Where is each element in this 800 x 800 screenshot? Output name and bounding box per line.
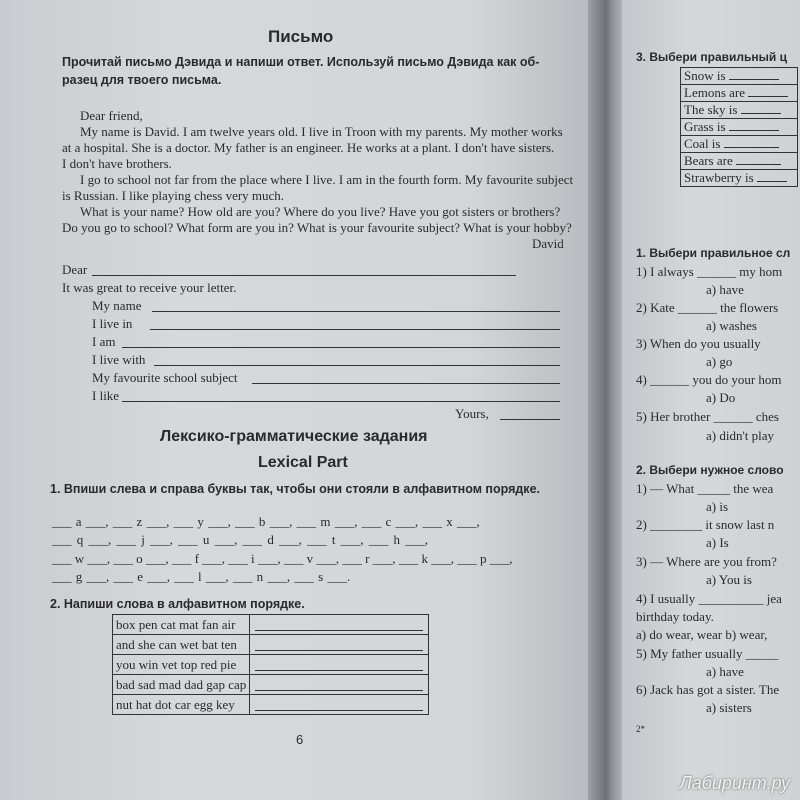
answer-cell[interactable]: [250, 635, 429, 655]
table-row: [681, 85, 798, 102]
word-cell: and she can wet bat ten: [113, 635, 250, 655]
table-row: [681, 68, 798, 85]
answer-option[interactable]: a) washes: [706, 318, 757, 333]
closing-yours: Yours,: [455, 406, 489, 421]
answer-option[interactable]: a) have: [706, 282, 744, 297]
question-line: 1) — What _____ the wea: [636, 481, 774, 496]
letter-item: j: [141, 532, 145, 547]
dear-prompt: Dear: [62, 262, 88, 277]
question-line: 4) I usually __________ jea: [636, 591, 782, 606]
table-row: [681, 102, 798, 119]
page-number: 6: [296, 732, 304, 747]
prompt-i-like: I like: [92, 388, 120, 403]
letter-line: is Russian. I like playing chess very much.: [62, 188, 285, 203]
answer-line[interactable]: [154, 365, 560, 366]
fill-cell[interactable]: Grass is: [681, 119, 798, 136]
letter-item: d: [267, 532, 274, 547]
table-row: [113, 615, 429, 635]
right-task1-heading: 1. Выбери правильное сл: [636, 246, 791, 260]
letter-item: q: [76, 532, 84, 547]
dear-answer-line[interactable]: [92, 275, 516, 276]
letter-item: z: [136, 514, 143, 529]
question-line: birthday today.: [636, 609, 714, 624]
alphabet-row-2[interactable]: ___ q ___, ___ j ___, ___ u ___, ___ d ___, ___ t ___, ___ h ___,: [52, 532, 428, 547]
word-cell: nut hat dot car egg key: [113, 695, 250, 715]
letter-line: I go to school not far from the place where I live. I am in the fourth form. My favourite subject: [80, 172, 574, 187]
letter-item: o: [136, 551, 143, 566]
question-line: 6) Jack has got a sister. The: [636, 682, 780, 697]
closing-answer-line[interactable]: [500, 419, 560, 420]
letter-line: Do you go to school? What form are you in? What is your favourite subject? What is your hobby?: [62, 220, 572, 235]
question-line: 5) My father usually _____: [636, 646, 779, 661]
question-line: 4) ______ you do your hom: [636, 372, 782, 387]
letter-item: c: [385, 514, 392, 529]
question-line: 3) When do you usually: [636, 336, 761, 351]
letter-item: x: [446, 514, 453, 529]
answer-line[interactable]: [152, 311, 560, 312]
letter-item: m: [320, 514, 331, 529]
word-cell: box pen cat mat fan air: [113, 615, 250, 635]
answer-cell[interactable]: [250, 675, 429, 695]
letter-item: y: [197, 514, 204, 529]
right-task3-heading: 3. Выбери правильный ц: [636, 50, 787, 64]
table-row: [113, 655, 429, 675]
question-line: a) do wear, wear b) wear,: [636, 627, 768, 642]
instruction-line-2: разец для твоего письма.: [62, 73, 222, 87]
letter-item: k: [421, 551, 428, 566]
task1-instruction: 1. Впиши слева и справа буквы так, чтобы они стояли в алфавитном порядке.: [50, 482, 540, 496]
letter-item: h: [393, 532, 400, 547]
answer-option[interactable]: a) go: [706, 354, 733, 369]
table-row: [113, 695, 429, 715]
letter-item: g: [75, 569, 83, 584]
word-table: [112, 614, 429, 715]
answer-line[interactable]: [122, 347, 560, 348]
letter-item: w: [74, 551, 85, 566]
letter-item: n: [256, 569, 264, 584]
right-page: [622, 0, 800, 800]
fill-cell[interactable]: The sky is: [681, 102, 798, 119]
table-row: [681, 170, 798, 187]
alphabet-row-4[interactable]: ___ g ___, ___ e ___, ___ l ___, ___ n ___, ___ s ___.: [52, 569, 351, 584]
table-row: [681, 153, 798, 170]
table-row: [113, 635, 429, 655]
word-cell: bad sad mad dad gap cap: [113, 675, 250, 695]
footnote-mark: 2*: [636, 724, 645, 734]
question-line: 2) ________ it snow last n: [636, 517, 775, 532]
answer-line[interactable]: [122, 401, 560, 402]
section-title: Лексико-грамматические задания: [160, 428, 428, 445]
answer-cell[interactable]: [250, 655, 429, 675]
answer-option[interactable]: a) Do: [706, 390, 736, 405]
prompt-i-live-with: I live with: [92, 352, 146, 367]
table-row: [681, 136, 798, 153]
fill-table: [680, 67, 798, 187]
answer-option[interactable]: a) didn't play: [706, 428, 775, 443]
fill-cell[interactable]: Coal is: [681, 136, 798, 153]
letter-item: u: [202, 532, 210, 547]
answer-option[interactable]: a) have: [706, 664, 744, 679]
fill-cell[interactable]: Bears are: [681, 153, 798, 170]
letter-line: Dear friend,: [80, 108, 143, 123]
letter-item: a: [75, 514, 82, 529]
fill-cell[interactable]: Strawberry is: [681, 170, 798, 187]
answer-line[interactable]: [252, 383, 560, 384]
word-cell: you win vet top red pie: [113, 655, 250, 675]
alphabet-row-3[interactable]: ___ w ___, ___ o ___, ___ f ___, ___ i ___, ___ v ___, ___ r ___, ___ k ___, ___ p ___,: [52, 551, 513, 566]
prompt-i-live-in: I live in: [92, 316, 133, 331]
instruction-line-1: Прочитай письмо Дэвида и напиши ответ. Используй письмо Дэвида как об-: [62, 55, 540, 69]
question-line: 3) — Where are you from?: [636, 554, 777, 569]
letter-line: at a hospital. She is a doctor. My father is an engineer. He works at a plant. I don't have sisters.: [62, 140, 555, 155]
question-line: 2) Kate ______ the flowers: [636, 300, 779, 315]
letter-item: b: [258, 514, 266, 529]
prompt-favourite-subject: My favourite school subject: [92, 370, 238, 385]
question-line: 5) Her brother ______ ches: [636, 409, 779, 424]
right-task2-heading: 2. Выбери нужное слово: [636, 463, 784, 477]
fill-cell[interactable]: Lemons are: [681, 85, 798, 102]
answer-option[interactable]: a) You is: [706, 572, 752, 587]
alphabet-row-1[interactable]: ___ a ___, ___ z ___, ___ y ___, ___ b ___, ___ m ___, ___ c ___, ___ x ___,: [52, 514, 480, 529]
answer-cell[interactable]: [250, 695, 429, 715]
labirint-watermark: Лабиринт.ру: [679, 773, 790, 793]
table-row: [681, 119, 798, 136]
letter-item: s: [318, 569, 324, 584]
answer-cell[interactable]: [250, 615, 429, 635]
letter-title: Письмо: [268, 27, 334, 46]
letter-line: What is your name? How old are you? Where do you live? Have you got sisters or brothers?: [80, 204, 561, 219]
prompt-i-am: I am: [92, 334, 116, 349]
letter-item: v: [306, 551, 314, 566]
question-line: 1) I always ______ my hom: [636, 264, 783, 279]
answer-option[interactable]: a) sisters: [706, 700, 752, 715]
letter-item: i: [250, 551, 255, 566]
letter-item: e: [137, 569, 144, 584]
letter-signature: David: [532, 236, 564, 251]
fill-cell[interactable]: Snow is: [681, 68, 798, 85]
letter-item: l: [198, 569, 202, 584]
letter-item: t: [331, 532, 336, 547]
task2-instruction: 2. Напиши слова в алфавитном порядке.: [50, 597, 305, 611]
prompt-my-name: My name: [92, 298, 142, 313]
lexical-part-title: Lexical Part: [258, 454, 348, 471]
answer-option[interactable]: a) is: [706, 499, 729, 514]
letter-item: r: [365, 551, 370, 566]
letter-line: My name is David. I am twelve years old. I live in Troon with my parents. My mother works: [80, 124, 563, 139]
answer-option[interactable]: a) Is: [706, 535, 729, 550]
letter-line: I don't have brothers.: [62, 156, 172, 171]
table-row: [113, 675, 429, 695]
received-line: It was great to receive your letter.: [62, 280, 237, 295]
letter-item: p: [479, 551, 487, 566]
letter-item: f: [194, 551, 199, 566]
answer-line[interactable]: [150, 329, 560, 330]
